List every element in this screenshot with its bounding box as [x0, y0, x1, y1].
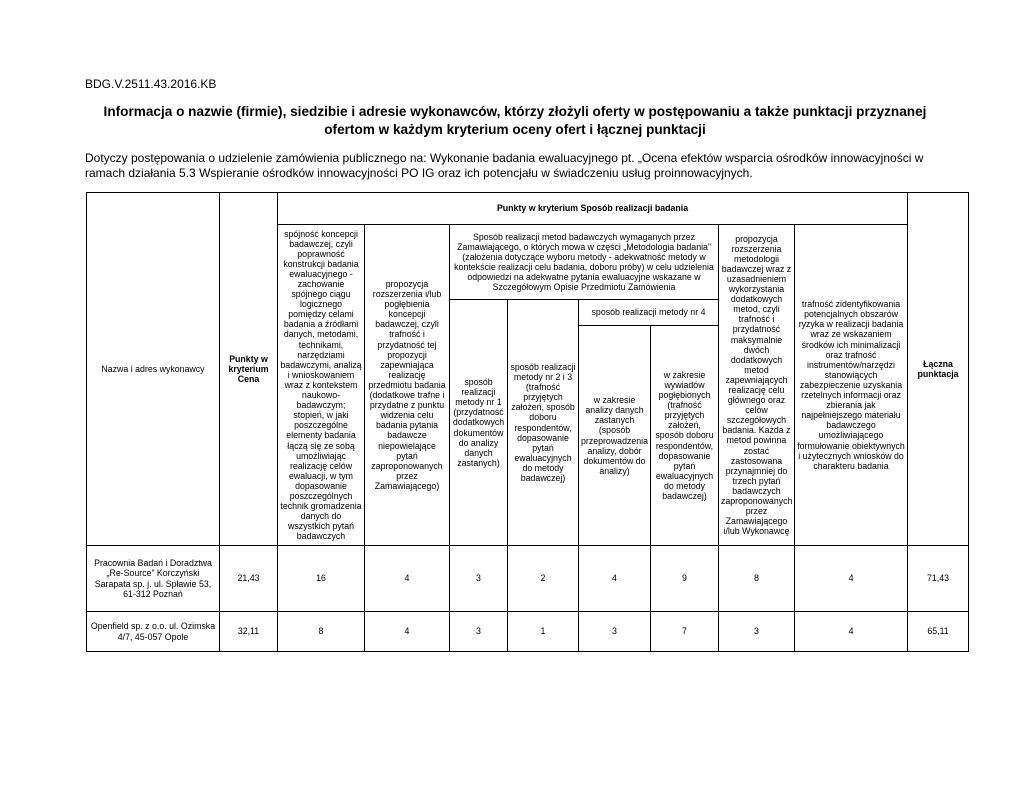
- scoring-table: [86, 192, 969, 652]
- contractor-cell: Pracownia Badań i Doradztwa „Re-Source” Korczyński Sarapata sp. j. ul. Spławie 53, 61-312 Poznań: [87, 546, 220, 612]
- method-2-3-score-cell: 2: [508, 546, 579, 612]
- total-score-cell: 71,43: [908, 546, 969, 612]
- coherence-score-cell: 8: [278, 612, 365, 652]
- price-score-cell: 32,11: [220, 612, 278, 652]
- price-score-cell: 21,43: [220, 546, 278, 612]
- header-required-methods: Sposób realizacji metod badawczych wymaganych przez Zamawiającego, o których mowa w części „Metodologia badania” (założenia dotyczące wyboru metody - adekwatność metody w kontekście realizacji celu badania, doboru próby) w celu udzielenia odpowiedzi na adekwatne pytania ewaluacyjne wskazane w Szczegółowym Opisie Przedmiotu Zamówienia: [450, 225, 719, 300]
- method-4-interviews-score-cell: 9: [651, 546, 719, 612]
- header-total: Łączna punktacja: [908, 193, 969, 546]
- extension-score-cell: 4: [365, 612, 450, 652]
- contractor-cell: Openfield sp. z o.o. ul. Ozimska 4/7, 45-057 Opole: [87, 612, 220, 652]
- method-4-analysis-score-cell: 4: [579, 546, 651, 612]
- method-4-interviews-score-cell: 7: [651, 612, 719, 652]
- method-4-analysis-score-cell: 3: [579, 612, 651, 652]
- table-row: [87, 546, 969, 612]
- header-method-4: sposób realizacji metody nr 4: [579, 300, 719, 326]
- risk-score-cell: 4: [795, 546, 908, 612]
- header-method-4-interviews: w zakresie wywiadów pogłębionych (trafność przyjętych założeń, sposób doboru respondentów, dopasowanie pytań ewaluacyjnych do metody badawczej): [651, 326, 719, 546]
- header-method-criterion: Punkty w kryterium Sposób realizacji badania: [278, 193, 908, 225]
- header-contractor: Nazwa i adres wykonawcy: [87, 193, 220, 546]
- method-2-3-score-cell: 1: [508, 612, 579, 652]
- coherence-score-cell: 16: [278, 546, 365, 612]
- risk-score-cell: 4: [795, 612, 908, 652]
- method-1-score-cell: 3: [450, 612, 508, 652]
- header-price-criterion: Punkty w kryterium Cena: [220, 193, 278, 546]
- method-1-score-cell: 3: [450, 546, 508, 612]
- document-title: Informacja o nazwie (firmie), siedzibie i adresie wykonawców, którzy złożyli oferty w postępowaniu a także punktacji przyznanej ofertom w każdym kryterium oceny ofert i łącznej punktacji: [103, 104, 927, 137]
- header-method-4-analysis: w zakresie analizy danych zastanych (sposób przeprowadzenia analizy, dobór dokumentów do analizy): [579, 326, 651, 546]
- document-description: Dotyczy postępowania o udzielenie zamówienia publicznego na: Wykonanie badania ewaluacyjnego pt. „Ocena efektów wsparcia ośrodków innowacyjności w ramach działania 5.3 Wspieranie ośrodków innowacyjności PO IG oraz ich potencjału w świadczeniu usług proinnowacyjnych.: [85, 151, 924, 180]
- header-coherence: spójność koncepcji badawczej, czyli poprawność konstrukcji badania ewaluacyjnego - zachowanie spójnego ciągu logicznego pomiędzy celami badania a źródłami danych, metodami, technikami, narzędziami badawczymi, analizą i wnioskowaniem wraz z kontekstem naukowo-badawczym; stopień, w jaki poszczególne elementy badania łączą się ze sobą umożliwiając realizację celów ewaluacji, w tym dopasowanie poszczególnych technik gromadzenia danych do wszystkich pytań badawczych: [278, 225, 365, 546]
- header-extension: propozycja rozszerzenia i/lub pogłębienia koncepcji badawczej, czyli trafność i przydatność tej propozycji zapewniająca realizację przedmiotu badania (dodatkowe trafne i przydatne z punktu widzenia celu badania pytania badawcze niepowielające pytań zaproponowanych przez Zamawiającego): [365, 225, 450, 546]
- extension-methods-score-cell: 8: [719, 546, 795, 612]
- header-extension-methods: propozycja rozszerzenia metodologii badawczej wraz z uzasadnieniem wykorzystania dodatkowych metod, czyli trafność i przydatność maksymalnie dwóch dodatkowych metod zapewniających realizację celu głównego oraz celów szczegółowych badania. Każda z metod powinna zostać zastosowana przynajmniej do trzech pytań badawczych zaproponowanych przez Zamawiającego i/lub Wykonawcę: [719, 225, 795, 546]
- document-reference: BDG.V.2511.43.2016.KB: [85, 77, 217, 91]
- header-method-1: sposób realizacji metody nr 1 (przydatność dodatkowych dokumentów do analizy danych zastanych): [450, 300, 508, 546]
- total-score-cell: 65,11: [908, 612, 969, 652]
- table-row: [87, 612, 969, 652]
- extension-score-cell: 4: [365, 546, 450, 612]
- header-risk: trafność zidentyfikowania potencjalnych obszarów ryzyka w realizacji badania wraz ze wskazaniem środków ich minimalizacji oraz trafność instrumentów/narzędzi stanowiących zabezpieczenie uzyskania rzetelnych informacji oraz zbierania jak najpełniejszego materiału badawczego umożliwiającego formułowanie obiektywnych i użytecznych wniosków do charakteru badania: [795, 225, 908, 546]
- header-method-2-3: sposób realizacji metody nr 2 i 3 (trafność przyjętych założeń, sposób doboru respondentów, dopasowanie pytań ewaluacyjnych do metody badawczej): [508, 300, 579, 546]
- extension-methods-score-cell: 3: [719, 612, 795, 652]
